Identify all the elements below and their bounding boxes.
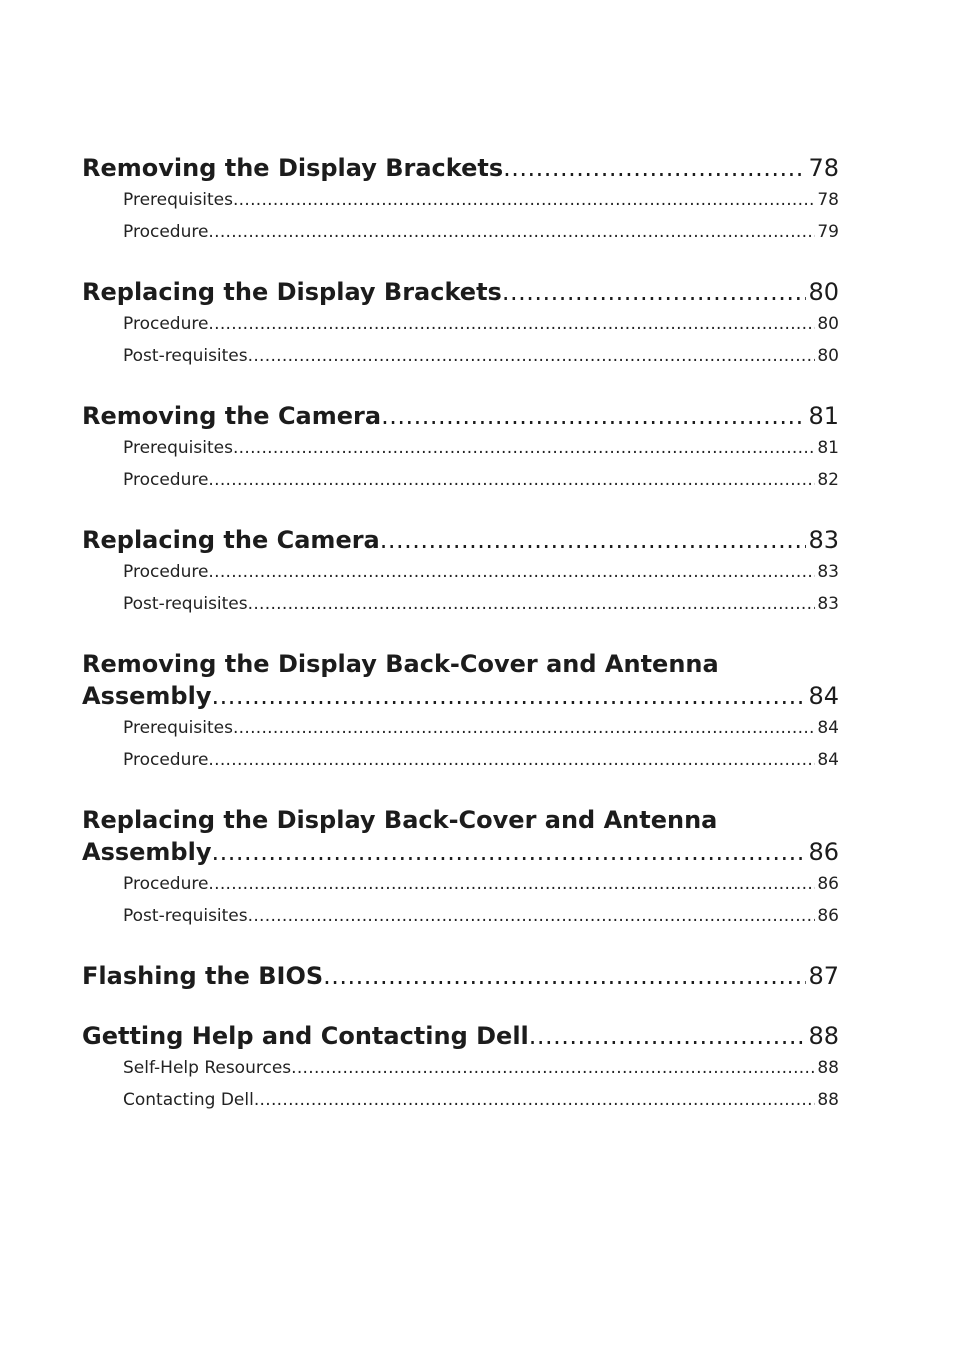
subentry-label: Procedure xyxy=(123,470,209,490)
toc-subentry[interactable] xyxy=(82,868,839,900)
subentry-label: Prerequisites xyxy=(123,190,233,210)
toc-subentry[interactable] xyxy=(82,588,839,620)
toc-section xyxy=(82,1020,839,1116)
toc-subentry[interactable] xyxy=(82,1084,839,1116)
toc-subentry[interactable] xyxy=(82,464,839,496)
subentry-page-number: 78 xyxy=(817,190,839,210)
dot-leader xyxy=(208,464,815,496)
dot-leader xyxy=(529,1020,807,1052)
dot-leader xyxy=(233,712,815,744)
subentry-page-number: 79 xyxy=(817,222,839,242)
chapter-title: Assembly xyxy=(82,682,212,710)
subentry-label: Prerequisites xyxy=(123,438,233,458)
subentry-label: Post-requisites xyxy=(123,594,248,614)
toc-chapter-entry[interactable] xyxy=(82,1020,839,1052)
chapter-page-number: 78 xyxy=(808,154,839,182)
subentry-label: Post-requisites xyxy=(123,346,248,366)
subentry-page-number: 83 xyxy=(817,562,839,582)
toc-section xyxy=(82,648,839,776)
toc-section xyxy=(82,152,839,248)
dot-leader xyxy=(502,276,807,308)
dot-leader xyxy=(208,216,815,248)
toc-subentry[interactable] xyxy=(82,184,839,216)
subentry-label: Procedure xyxy=(123,750,209,770)
dot-leader xyxy=(291,1052,815,1084)
toc-subentry[interactable] xyxy=(82,712,839,744)
chapter-title: Removing the Camera xyxy=(82,402,382,430)
chapter-page-number: 84 xyxy=(808,682,839,710)
subentry-label: Contacting Dell xyxy=(123,1090,254,1110)
toc-chapter-entry[interactable] xyxy=(82,680,839,712)
chapter-page-number: 87 xyxy=(808,962,839,990)
toc-subentry[interactable] xyxy=(82,216,839,248)
dot-leader xyxy=(208,744,815,776)
dot-leader xyxy=(233,184,815,216)
chapter-title-line1[interactable]: Replacing the Display Back-Cover and Antenna xyxy=(82,806,718,834)
toc-chapter-entry[interactable] xyxy=(82,400,839,432)
subentry-label: Procedure xyxy=(123,562,209,582)
toc-subentry[interactable] xyxy=(82,1052,839,1084)
dot-leader xyxy=(503,152,806,184)
chapter-title: Replacing the Camera xyxy=(82,526,380,554)
subentry-page-number: 88 xyxy=(817,1058,839,1078)
subentry-page-number: 88 xyxy=(817,1090,839,1110)
toc-section xyxy=(82,960,839,992)
subentry-label: Procedure xyxy=(123,874,209,894)
chapter-title: Assembly xyxy=(82,838,212,866)
toc-subentry[interactable] xyxy=(82,556,839,588)
toc-section xyxy=(82,524,839,620)
dot-leader xyxy=(208,308,815,340)
toc-chapter-entry[interactable] xyxy=(82,836,839,868)
subentry-page-number: 84 xyxy=(817,718,839,738)
subentry-page-number: 86 xyxy=(817,906,839,926)
dot-leader xyxy=(248,340,816,372)
toc-subentry[interactable] xyxy=(82,308,839,340)
chapter-page-number: 83 xyxy=(808,526,839,554)
toc-chapter-entry[interactable] xyxy=(82,276,839,308)
dot-leader xyxy=(233,432,815,464)
chapter-title: Getting Help and Contacting Dell xyxy=(82,1022,529,1050)
chapter-page-number: 80 xyxy=(808,278,839,306)
toc-chapter-entry[interactable] xyxy=(82,152,839,184)
chapter-title: Flashing the BIOS xyxy=(82,962,324,990)
subentry-page-number: 82 xyxy=(817,470,839,490)
toc-section xyxy=(82,400,839,496)
chapter-page-number: 81 xyxy=(808,402,839,430)
subentry-page-number: 80 xyxy=(817,346,839,366)
subentry-label: Procedure xyxy=(123,222,209,242)
toc-subentry[interactable] xyxy=(82,432,839,464)
table-of-contents xyxy=(82,152,839,1144)
subentry-page-number: 81 xyxy=(817,438,839,458)
toc-chapter-entry[interactable] xyxy=(82,960,839,992)
dot-leader xyxy=(380,524,807,556)
subentry-page-number: 84 xyxy=(817,750,839,770)
toc-subentry[interactable] xyxy=(82,340,839,372)
dot-leader xyxy=(211,680,806,712)
chapter-title: Removing the Display Brackets xyxy=(82,154,504,182)
dot-leader xyxy=(323,960,806,992)
chapter-title: Replacing the Display Brackets xyxy=(82,278,502,306)
subentry-page-number: 80 xyxy=(817,314,839,334)
chapter-page-number: 86 xyxy=(808,838,839,866)
dot-leader xyxy=(208,868,815,900)
subentry-label: Prerequisites xyxy=(123,718,233,738)
toc-subentry[interactable] xyxy=(82,744,839,776)
chapter-page-number: 88 xyxy=(808,1022,839,1050)
dot-leader xyxy=(248,588,816,620)
toc-section xyxy=(82,276,839,372)
chapter-title-line1[interactable]: Removing the Display Back-Cover and Antenna xyxy=(82,650,719,678)
dot-leader xyxy=(381,400,806,432)
subentry-label: Procedure xyxy=(123,314,209,334)
subentry-label: Post-requisites xyxy=(123,906,248,926)
subentry-page-number: 83 xyxy=(817,594,839,614)
dot-leader xyxy=(211,836,806,868)
toc-section xyxy=(82,804,839,932)
subentry-label: Self-Help Resources xyxy=(123,1058,292,1078)
toc-subentry[interactable] xyxy=(82,900,839,932)
subentry-page-number: 86 xyxy=(817,874,839,894)
dot-leader xyxy=(254,1084,816,1116)
toc-chapter-entry[interactable] xyxy=(82,524,839,556)
dot-leader xyxy=(208,556,815,588)
dot-leader xyxy=(248,900,816,932)
